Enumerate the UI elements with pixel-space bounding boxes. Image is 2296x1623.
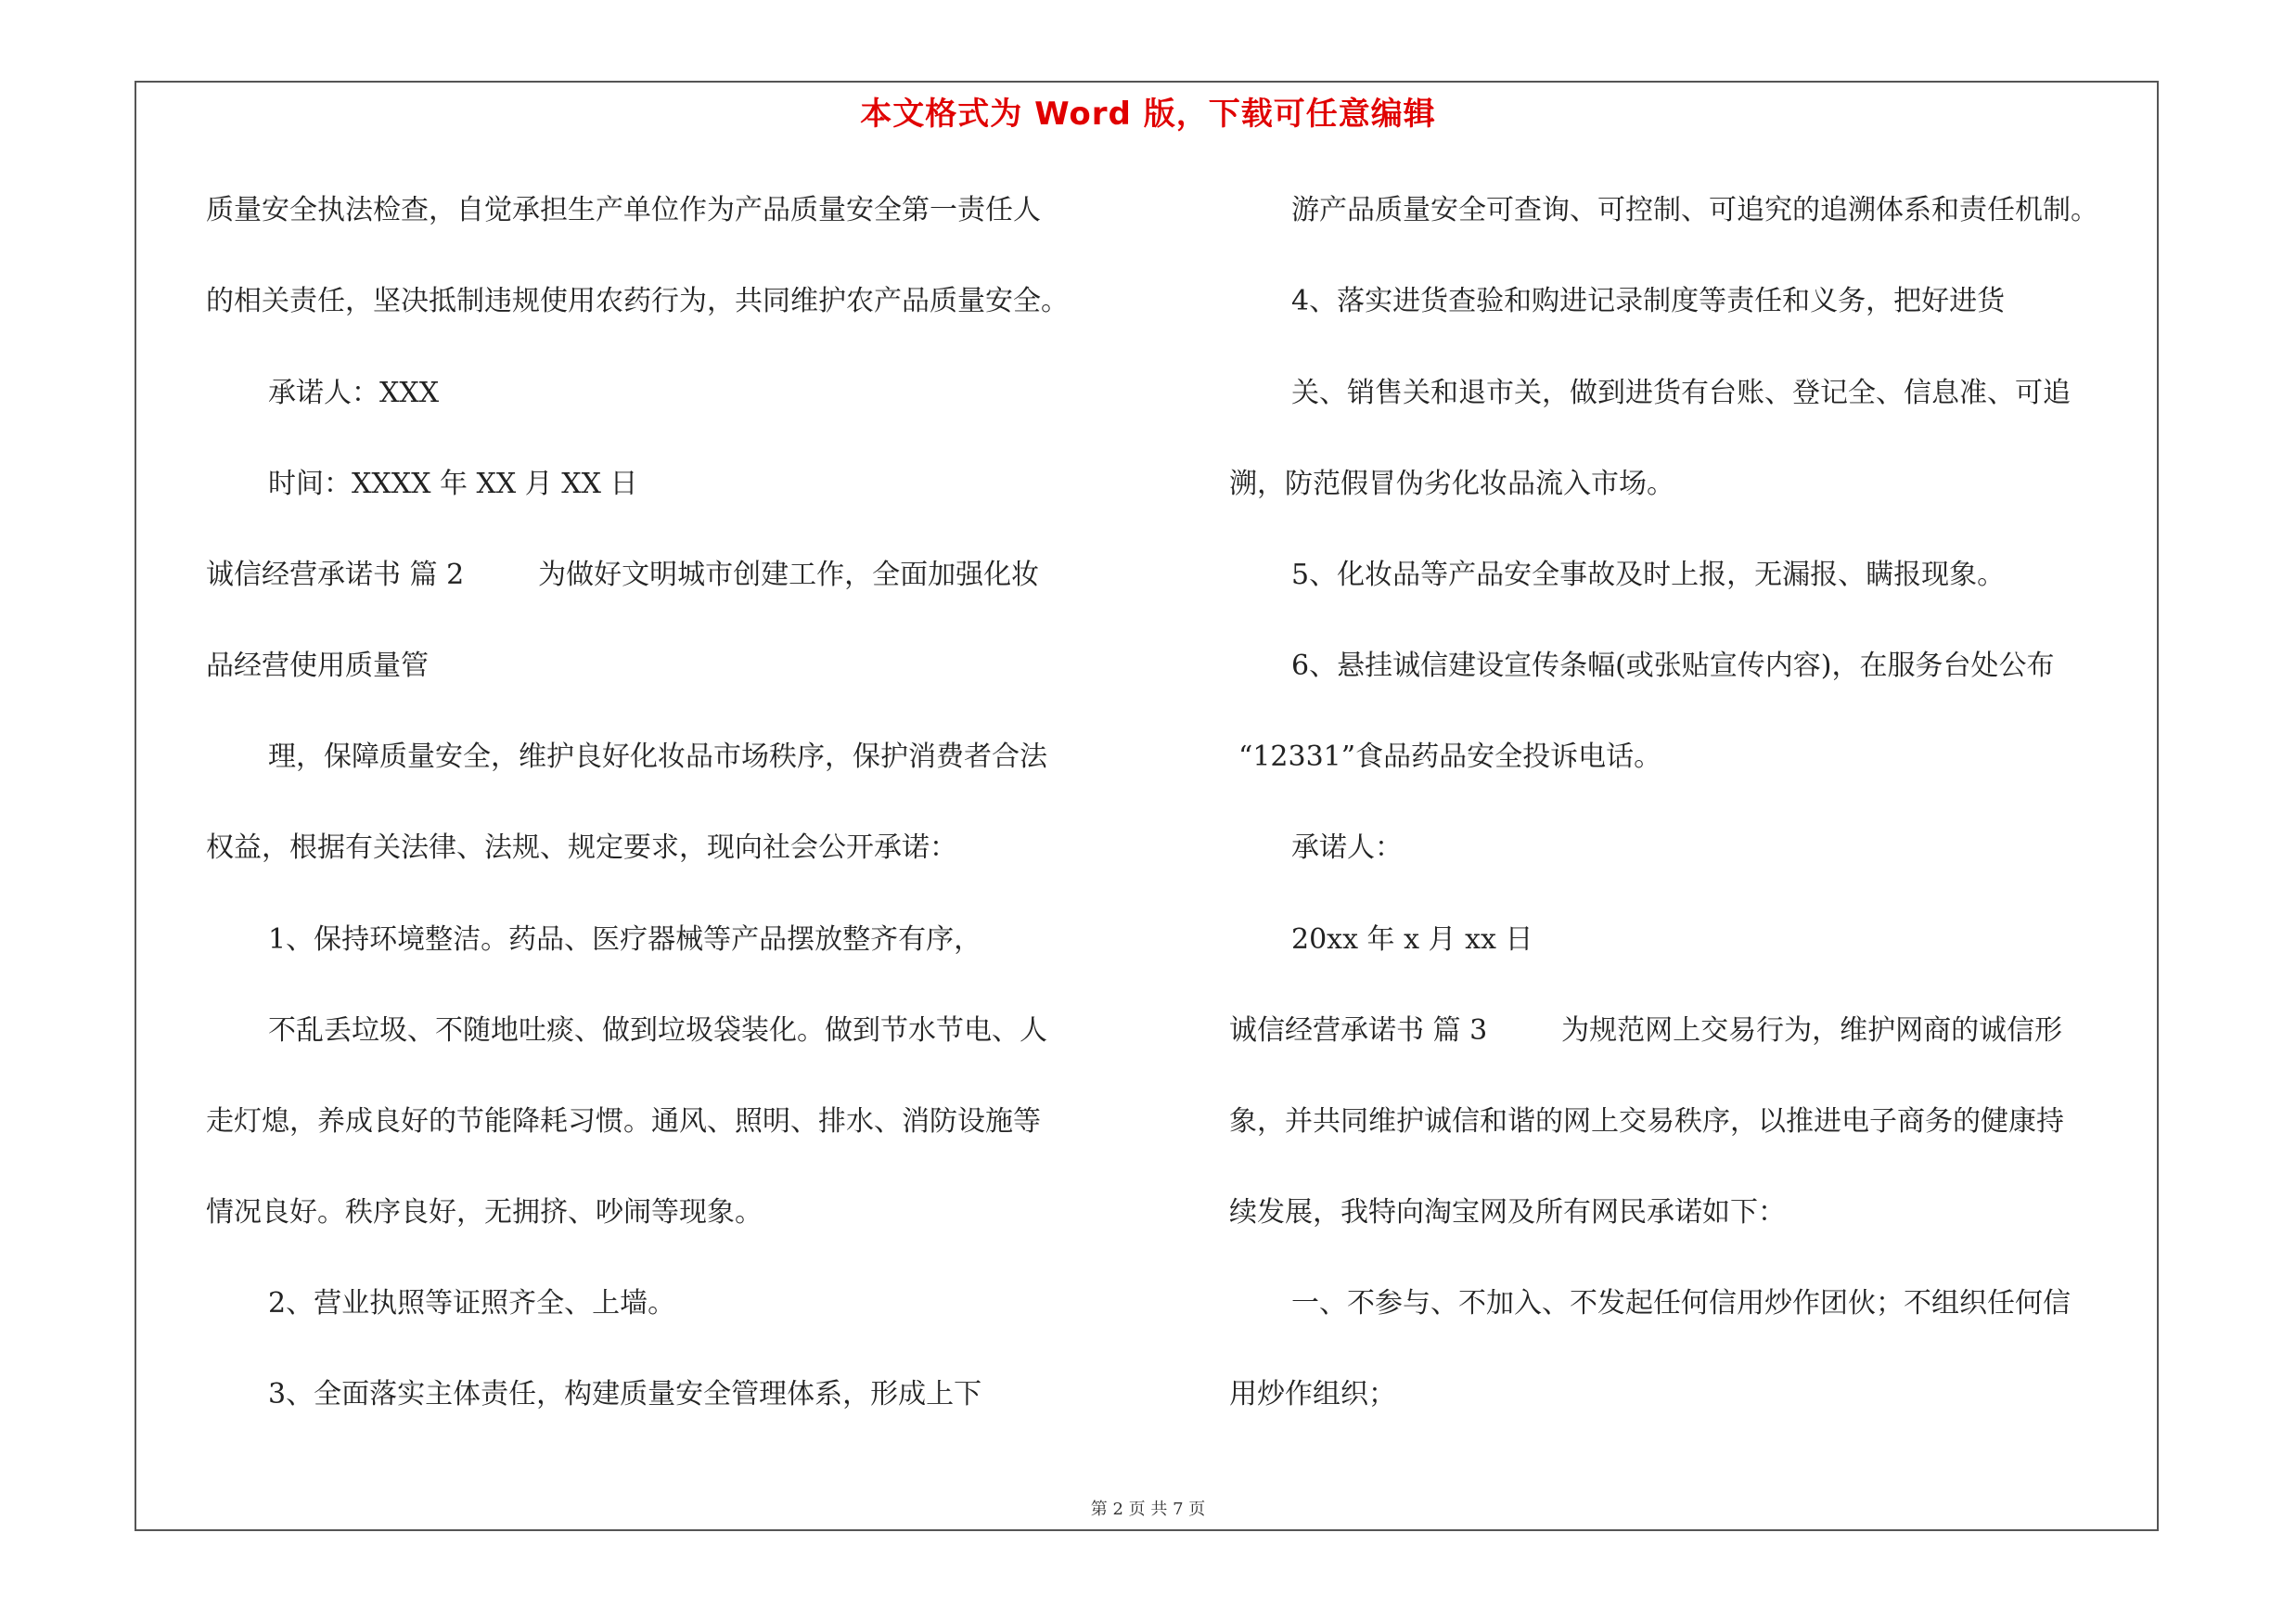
section-heading-2: 诚信经营承诺书 篇 2	[206, 559, 465, 591]
right-line-9: 20xx 年 x 月 xx 日	[1291, 923, 1533, 956]
page-number-footer: 第 2 页 共 7 页	[1090, 1500, 1206, 1519]
format-banner: 本文格式为 Word 版，下载可任意编辑	[860, 96, 1436, 133]
section-intro-2: 为做好文明城市创建工作，全面加强化妆	[538, 559, 1040, 591]
left-line-4: 时间：XXXX 年 XX 月 XX 日	[268, 468, 638, 500]
right-line-1: 游产品质量安全可查询、可控制、可追究的追溯体系和责任机制。	[1291, 194, 2098, 226]
right-line-7: “12331”食品药品安全投诉电话。	[1238, 741, 1662, 773]
section-heading-3: 诚信经营承诺书 篇 3	[1229, 1014, 1488, 1047]
left-line-5	[206, 557, 1039, 594]
left-line-9: 1、保持环境整洁。药品、医疗器械等产品摆放整齐有序，	[268, 923, 982, 956]
right-line-6: 6、悬挂诚信建设宣传条幅(或张贴宣传内容)，在服务台处公布	[1291, 650, 2055, 682]
left-line-12: 情况良好。秩序良好，无拥挤、吵闹等现象。	[206, 1196, 763, 1229]
right-line-12: 续发展，我特向淘宝网及所有网民承诺如下：	[1229, 1196, 1786, 1229]
left-line-6: 品经营使用质量管	[206, 650, 429, 682]
right-line-8: 承诺人：	[1291, 831, 1403, 864]
right-line-3: 关、销售关和退市关，做到进货有台账、登记全、信息准、可追	[1291, 377, 2071, 409]
left-line-2: 的相关责任，坚决抵制违规使用农药行为，共同维护农产品质量安全。	[206, 285, 1069, 317]
left-line-10: 不乱丢垃圾、不随地吐痰、做到垃圾袋装化。做到节水节电、人	[268, 1014, 1047, 1047]
left-line-14: 3、全面落实主体责任，构建质量安全管理体系，形成上下	[268, 1378, 982, 1410]
left-line-1: 质量安全执法检查，自觉承担生产单位作为产品质量安全第一责任人	[206, 194, 1041, 226]
right-line-2: 4、落实进货查验和购进记录制度等责任和义务，把好进货	[1291, 285, 2006, 317]
right-line-14: 用炒作组织；	[1229, 1378, 1396, 1410]
left-line-8: 权益，根据有关法律、法规、规定要求，现向社会公开承诺：	[206, 831, 957, 864]
right-line-4: 溯，防范假冒伪劣化妆品流入市场。	[1229, 468, 1674, 500]
left-line-7: 理，保障质量安全，维护良好化妆品市场秩序，保护消费者合法	[268, 741, 1047, 773]
left-line-3: 承诺人：XXX	[268, 377, 440, 409]
right-line-10	[1229, 1012, 2062, 1050]
right-line-5: 5、化妆品等产品安全事故及时上报，无漏报、瞒报现象。	[1291, 559, 2006, 591]
right-line-13: 一、不参与、不加入、不发起任何信用炒作团伙；不组织任何信	[1291, 1287, 2071, 1320]
section-intro-3: 为规范网上交易行为，维护网商的诚信形	[1561, 1014, 2063, 1047]
left-line-11: 走灯熄，养成良好的节能降耗习惯。通风、照明、排水、消防设施等	[206, 1105, 1041, 1138]
right-line-11: 象，并共同维护诚信和谐的网上交易秩序，以推进电子商务的健康持	[1229, 1105, 2064, 1138]
left-line-13: 2、营业执照等证照齐全、上墙。	[268, 1287, 676, 1320]
